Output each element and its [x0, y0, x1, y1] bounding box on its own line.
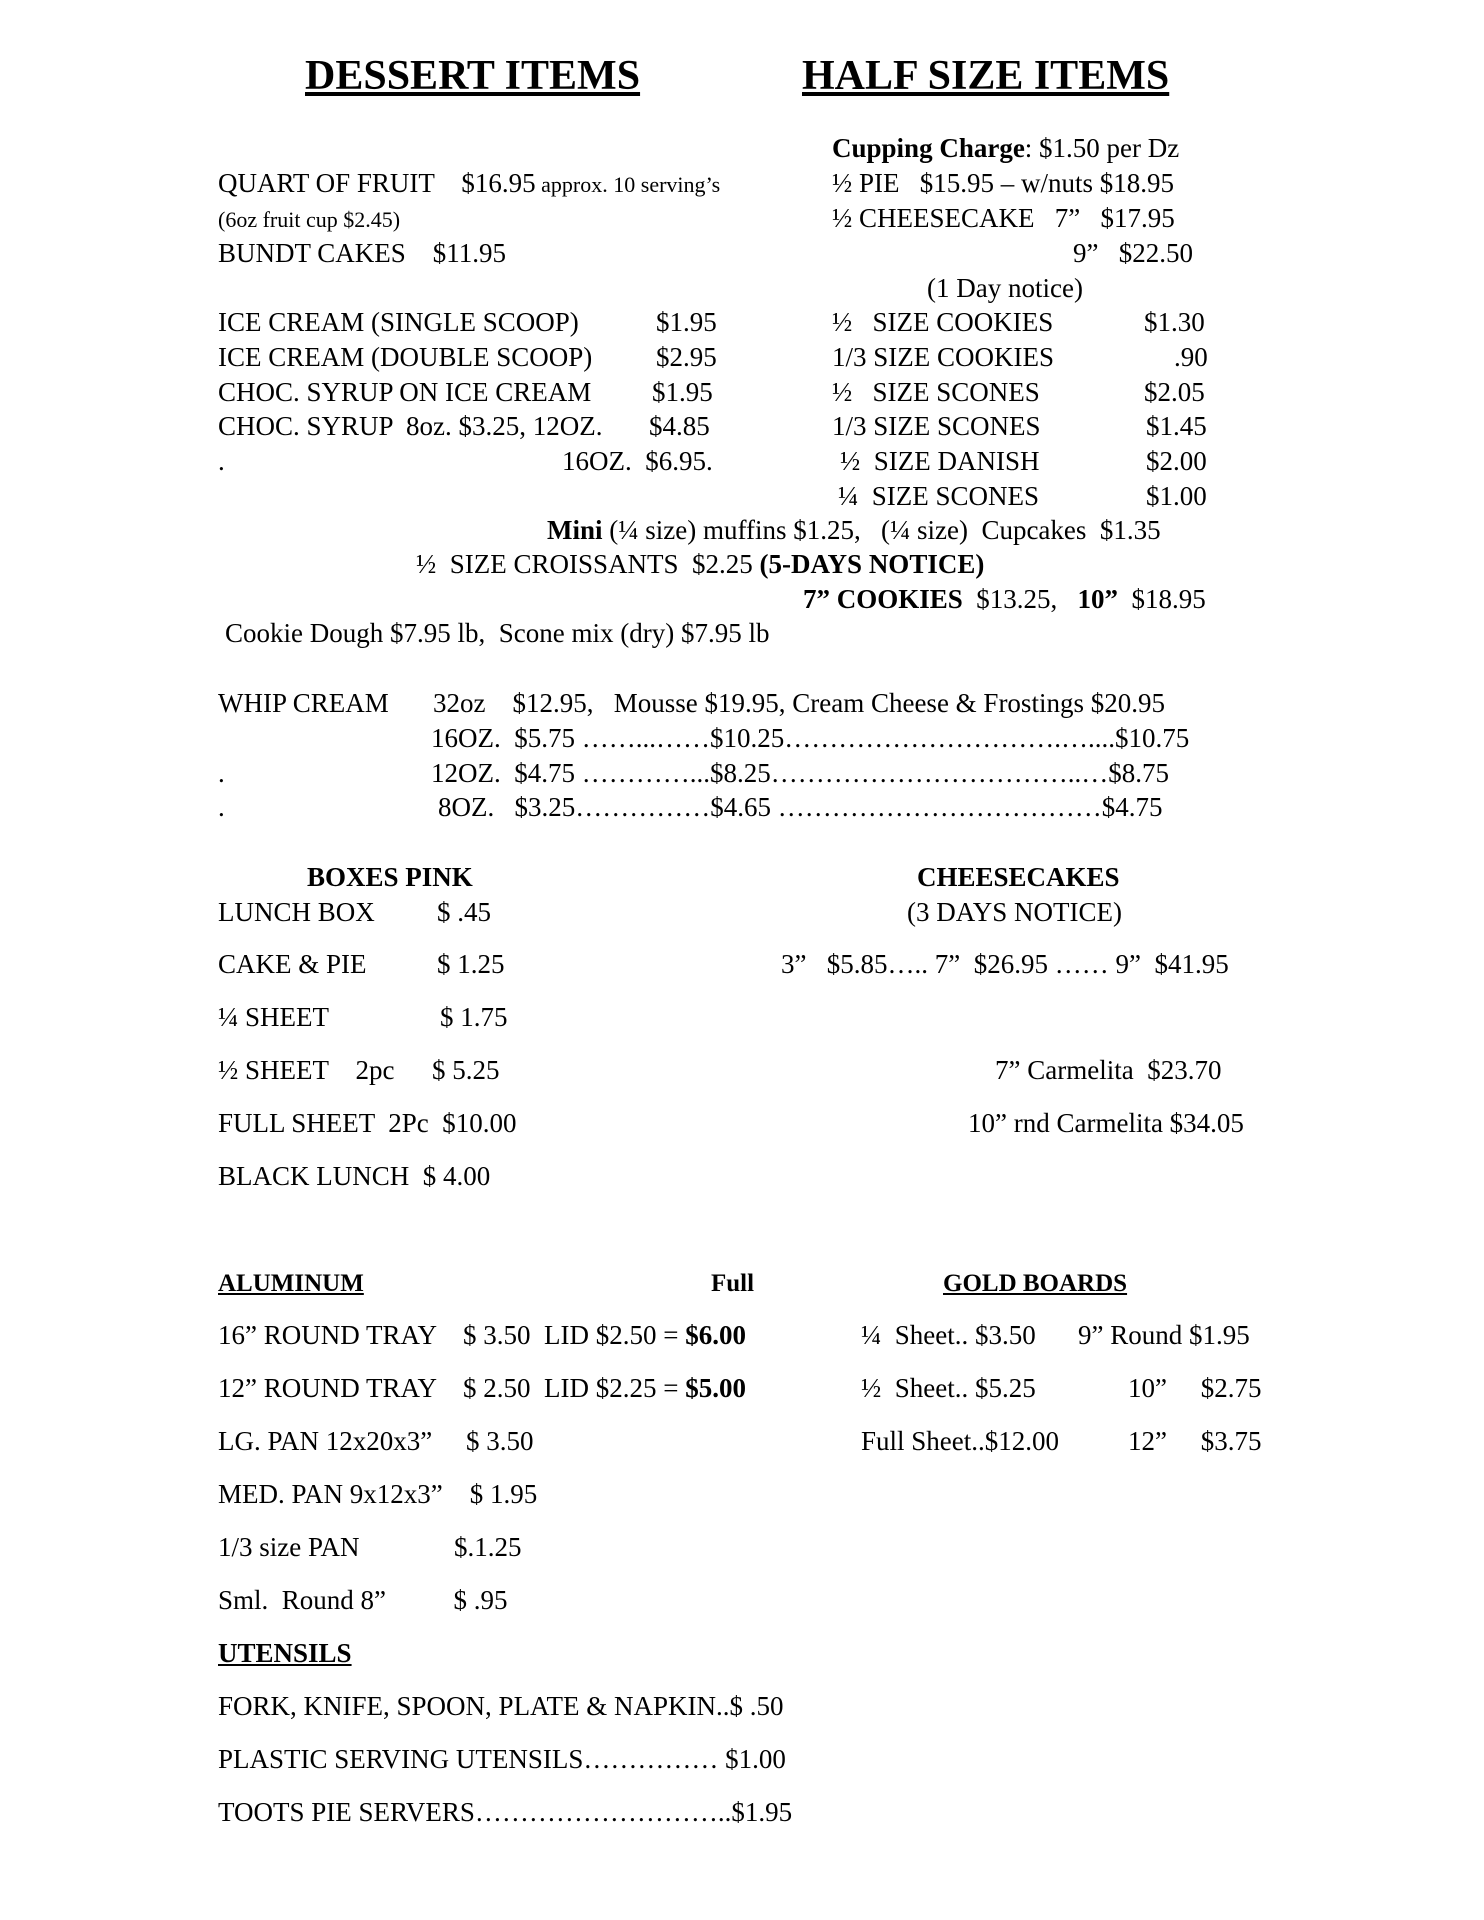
croissants-text: ½ SIZE CROISSANTS $2.25	[416, 549, 760, 579]
utensil-row: PLASTIC SERVING UTENSILS…………… $1.00	[218, 1744, 786, 1774]
whip-cream-32oz: 32oz $12.95, Mousse $19.95, Cream Cheese & Frostings $20.95	[433, 688, 1165, 718]
aluminum-row: 1/3 size PAN $.1.25	[218, 1532, 522, 1562]
carmelita-10: 10” rnd Carmelita $34.05	[968, 1108, 1244, 1138]
utensil-row: FORK, KNIFE, SPOON, PLATE & NAPKIN..$ .50	[218, 1691, 784, 1721]
box-row: LUNCH BOX	[218, 897, 375, 927]
syrup-dot: .	[218, 446, 225, 476]
box-price: $ 5.25	[432, 1055, 500, 1085]
cookie-dough-scone-mix: Cookie Dough $7.95 lb, Scone mix (dry) $7.95 lb	[225, 618, 770, 648]
day-notice: (1 Day notice)	[927, 273, 1083, 303]
cupping-charge-value: : $1.50 per Dz	[1024, 133, 1180, 163]
ice-cream-price: $2.95	[656, 342, 717, 372]
half-size-row: ½ SIZE COOKIES	[832, 307, 1054, 337]
cookies-7-10	[803, 586, 1206, 613]
gold-board-row: ¼ Sheet.. $3.50	[861, 1320, 1036, 1350]
boxes-pink-heading: BOXES PINK	[307, 862, 473, 892]
half-size-row: ½ SIZE DANISH	[840, 446, 1040, 476]
aluminum-row-text: 16” ROUND TRAY $ 3.50 LID $2.50 =	[218, 1320, 686, 1350]
box-row: CAKE & PIE	[218, 949, 367, 979]
quart-of-fruit-note: approx. 10 serving’s	[535, 172, 721, 197]
mini-text: (¼ size) muffins $1.25, (¼ size) Cupcakes $1.35	[602, 515, 1161, 545]
aluminum-full-label: Full	[711, 1270, 755, 1297]
croissants-notice: (5-DAYS NOTICE)	[759, 549, 985, 579]
box-row: ½ SHEET 2pc	[218, 1055, 395, 1085]
cheesecakes-notice: (3 DAYS NOTICE)	[907, 897, 1122, 927]
whip-cream-12oz: 12OZ. $4.75 …………...$8.25……………………………..…$8.75	[431, 758, 1169, 788]
cookies-10-price: $18.95	[1118, 584, 1206, 614]
half-size-row: ½ SIZE SCONES	[832, 377, 1040, 407]
quart-of-fruit	[218, 170, 720, 197]
half-size-row: 1/3 SIZE COOKIES	[832, 342, 1054, 372]
half-pie: ½ PIE $15.95 – w/nuts $18.95	[832, 168, 1175, 198]
box-row: ¼ SHEET	[218, 1002, 329, 1032]
whip-dot: .	[218, 792, 225, 822]
half-size-price: $2.00	[1146, 446, 1207, 476]
fruit-cup: (6oz fruit cup $2.45)	[218, 207, 401, 232]
ice-cream-price: $4.85	[649, 411, 710, 441]
mini-muffins-cupcakes	[547, 517, 1161, 544]
ice-cream-row: ICE CREAM (DOUBLE SCOOP)	[218, 342, 593, 372]
mini-label: Mini	[547, 515, 603, 545]
box-price: $ .45	[437, 897, 491, 927]
quart-of-fruit-price: QUART OF FRUIT $16.95	[218, 168, 536, 198]
half-size-price: $1.00	[1146, 481, 1207, 511]
utensils-heading: UTENSILS	[218, 1638, 352, 1668]
half-size-items-heading: HALF SIZE ITEMS	[802, 53, 1170, 99]
cupping-charge-label: Cupping Charge	[832, 133, 1025, 163]
ice-cream-price: $1.95	[652, 377, 713, 407]
half-size-croissants	[416, 551, 984, 578]
half-size-price: $1.45	[1146, 411, 1207, 441]
aluminum-row: Sml. Round 8” $ .95	[218, 1585, 508, 1615]
gold-board-row: Full Sheet..$12.00	[861, 1426, 1060, 1456]
cheesecake-sizes: 3” $5.85….. 7” $26.95 …… 9” $41.95	[781, 949, 1229, 979]
aluminum-row	[218, 1322, 746, 1349]
aluminum-row: LG. PAN 12x20x3” $ 3.50	[218, 1426, 534, 1456]
whip-dot: .	[218, 758, 225, 788]
ice-cream-row: CHOC. SYRUP ON ICE CREAM	[218, 377, 592, 407]
box-price: $ 1.75	[440, 1002, 508, 1032]
gold-boards-heading: GOLD BOARDS	[943, 1270, 1128, 1297]
aluminum-row-total: $6.00	[685, 1320, 746, 1350]
half-size-row: 1/3 SIZE SCONES	[832, 411, 1041, 441]
box-price: $ 1.25	[437, 949, 505, 979]
ice-cream-row: ICE CREAM (SINGLE SCOOP)	[218, 307, 579, 337]
half-size-price: $2.05	[1144, 377, 1205, 407]
whip-cream-16oz: 16OZ. $5.75 ……...……$10.25………………………….…....$10.75	[431, 723, 1190, 753]
utensil-row: TOOTS PIE SERVERS………………………..$1.95	[218, 1797, 793, 1827]
half-size-price: $1.30	[1144, 307, 1205, 337]
gold-board-row: 12” $3.75	[1128, 1426, 1262, 1456]
half-cheesecake: ½ CHEESECAKE 7” $17.95	[832, 203, 1175, 233]
aluminum-heading	[218, 1271, 784, 1296]
aluminum-label: ALUMINUM	[218, 1270, 364, 1297]
box-row: FULL SHEET 2Pc $10.00	[218, 1108, 517, 1138]
cookies-7-price: $13.25,	[962, 584, 1078, 614]
bundt-cakes: BUNDT CAKES $11.95	[218, 238, 507, 268]
aluminum-row	[218, 1375, 746, 1402]
carmelita-7: 7” Carmelita $23.70	[995, 1055, 1222, 1085]
aluminum-row-total: $5.00	[685, 1373, 746, 1403]
half-size-row: ¼ SIZE SCONES	[838, 481, 1040, 511]
ice-cream-row: CHOC. SYRUP 8oz. $3.25, 12OZ.	[218, 411, 603, 441]
gold-board-row: 10” $2.75	[1128, 1373, 1262, 1403]
gold-board-row: 9” Round $1.95	[1078, 1320, 1250, 1350]
cookies-10-label: 10”	[1077, 584, 1119, 614]
cheesecakes-heading: CHEESECAKES	[917, 862, 1120, 892]
half-size-price: .90	[1174, 342, 1208, 372]
gold-board-row: ½ Sheet.. $5.25	[861, 1373, 1036, 1403]
box-row: BLACK LUNCH $ 4.00	[218, 1161, 491, 1191]
aluminum-row-text: 12” ROUND TRAY $ 2.50 LID $2.25 =	[218, 1373, 686, 1403]
aluminum-row: MED. PAN 9x12x3” $ 1.95	[218, 1479, 538, 1509]
syrup-16oz: 16OZ. $6.95.	[562, 446, 713, 476]
whip-cream-8oz: 8OZ. $3.25……………$4.65 ………………………………$4.75	[438, 792, 1163, 822]
cupping-charge	[832, 135, 1179, 162]
half-cheesecake-9: 9” $22.50	[1073, 238, 1193, 268]
cookies-7-label: 7” COOKIES	[803, 584, 963, 614]
whip-cream-label: WHIP CREAM	[218, 688, 389, 718]
dessert-items-heading: DESSERT ITEMS	[305, 53, 641, 99]
ice-cream-price: $1.95	[656, 307, 717, 337]
